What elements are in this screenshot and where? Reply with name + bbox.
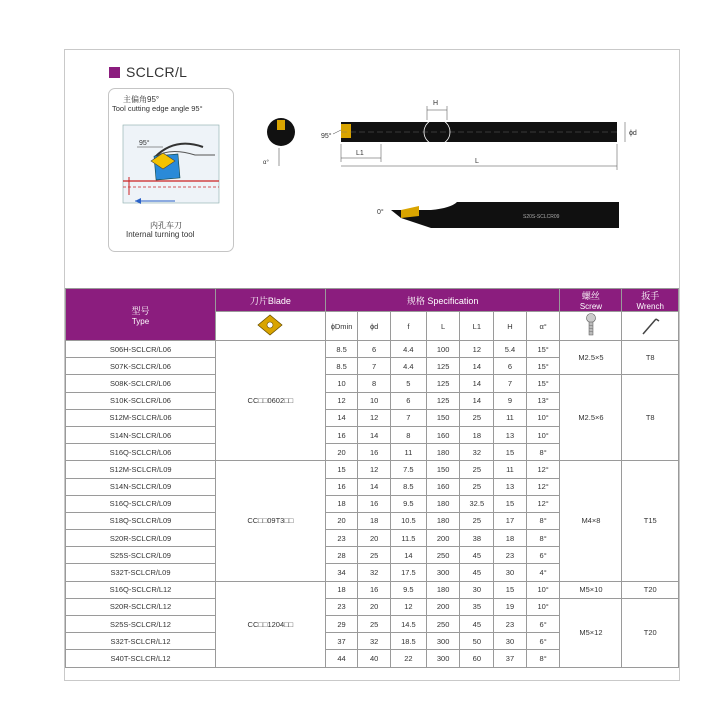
value-cell: 45 bbox=[460, 616, 494, 633]
type-cell: S32T-SCLCR/L12 bbox=[66, 633, 216, 650]
type-header-cn: 型号 bbox=[131, 305, 150, 316]
value-cell: 28 bbox=[325, 547, 358, 564]
table-row bbox=[66, 375, 679, 392]
value-cell: 8 bbox=[358, 375, 391, 392]
value-cell: 14 bbox=[325, 409, 358, 426]
value-cell: 150 bbox=[426, 461, 460, 478]
col-alpha: α° bbox=[526, 312, 560, 341]
type-cell: S25S-SCLCR/L09 bbox=[66, 547, 216, 564]
value-cell: 6° bbox=[526, 633, 560, 650]
value-cell: 4.4 bbox=[390, 358, 426, 375]
wrench-cell: T20 bbox=[622, 598, 679, 667]
value-cell: 20 bbox=[325, 444, 358, 461]
value-cell: 23 bbox=[494, 616, 527, 633]
value-cell: 18 bbox=[325, 495, 358, 512]
value-cell: 23 bbox=[325, 530, 358, 547]
value-cell: 16 bbox=[358, 495, 391, 512]
value-cell: 25 bbox=[460, 409, 494, 426]
value-cell: 6 bbox=[390, 392, 426, 409]
value-cell: 200 bbox=[426, 598, 460, 615]
col-f: f bbox=[390, 312, 426, 341]
title-marker bbox=[109, 67, 120, 78]
value-cell: 50 bbox=[460, 633, 494, 650]
value-cell: 10.5 bbox=[390, 512, 426, 529]
value-cell: 12° bbox=[526, 495, 560, 512]
wrench-icon bbox=[639, 313, 661, 337]
value-cell: 32.5 bbox=[460, 495, 494, 512]
value-cell: 10° bbox=[526, 581, 560, 598]
value-cell: 30 bbox=[460, 581, 494, 598]
value-cell: 25 bbox=[358, 616, 391, 633]
value-cell: 4.4 bbox=[390, 341, 426, 358]
value-cell: 12 bbox=[390, 598, 426, 615]
value-cell: 250 bbox=[426, 616, 460, 633]
value-cell: 15 bbox=[325, 461, 358, 478]
value-cell: 8° bbox=[526, 650, 560, 667]
page-title: SCLCR/L bbox=[126, 64, 188, 80]
type-cell: S07K-SCLCR/L06 bbox=[66, 358, 216, 375]
value-cell: 20 bbox=[325, 512, 358, 529]
value-cell: 6 bbox=[358, 341, 391, 358]
type-cell: S20R-SCLCR/L09 bbox=[66, 530, 216, 547]
value-cell: 7 bbox=[358, 358, 391, 375]
value-cell: 180 bbox=[426, 444, 460, 461]
tool-bar-render bbox=[391, 202, 619, 228]
h-dimension-label: H bbox=[433, 100, 439, 107]
value-cell: 35 bbox=[460, 598, 494, 615]
value-cell: 12 bbox=[358, 461, 391, 478]
value-cell: 125 bbox=[426, 375, 460, 392]
value-cell: 45 bbox=[460, 564, 494, 581]
value-cell: 15 bbox=[494, 581, 527, 598]
value-cell: 45 bbox=[460, 547, 494, 564]
value-cell: 12° bbox=[526, 461, 560, 478]
wrench-header bbox=[622, 289, 679, 312]
internal-turning-illustration bbox=[115, 117, 227, 217]
value-cell: 15 bbox=[494, 495, 527, 512]
type-header-en: Type bbox=[131, 316, 150, 326]
value-cell: 180 bbox=[426, 512, 460, 529]
value-cell: 30 bbox=[494, 564, 527, 581]
value-cell: 8.5 bbox=[325, 358, 358, 375]
value-cell: 18 bbox=[358, 512, 391, 529]
blade-header: 刀片Blade bbox=[215, 289, 325, 312]
table-row bbox=[66, 598, 679, 615]
value-cell: 23 bbox=[494, 547, 527, 564]
value-cell: 8 bbox=[390, 426, 426, 443]
spec-table-wrapper bbox=[65, 288, 679, 668]
value-cell: 5.4 bbox=[494, 341, 527, 358]
value-cell: 14.5 bbox=[390, 616, 426, 633]
wrench-header-en: Wrench bbox=[636, 302, 664, 311]
tool-technical-drawing bbox=[261, 90, 673, 260]
value-cell: 32 bbox=[460, 444, 494, 461]
value-cell: 13 bbox=[494, 426, 527, 443]
type-cell: S40T-SCLCR/L12 bbox=[66, 650, 216, 667]
value-cell: 7 bbox=[390, 409, 426, 426]
value-cell: 10 bbox=[325, 375, 358, 392]
value-cell: 38 bbox=[460, 530, 494, 547]
type-cell: S10K-SCLCR/L06 bbox=[66, 392, 216, 409]
screw-image-cell bbox=[560, 312, 622, 341]
value-cell: 16 bbox=[325, 478, 358, 495]
type-cell: S25S-SCLCR/L12 bbox=[66, 616, 216, 633]
value-cell: 9 bbox=[494, 392, 527, 409]
value-cell: 15° bbox=[526, 375, 560, 392]
type-cell: S18Q-SCLCR/L09 bbox=[66, 512, 216, 529]
value-cell: 15° bbox=[526, 358, 560, 375]
angle-95-label: 95° bbox=[321, 133, 332, 140]
col-l1: L1 bbox=[460, 312, 494, 341]
zero-angle-label: 0° bbox=[377, 209, 384, 216]
value-cell: 22 bbox=[390, 650, 426, 667]
value-cell: 160 bbox=[426, 478, 460, 495]
type-cell: S12M-SCLCR/L06 bbox=[66, 409, 216, 426]
screw-header-cn: 螺丝 bbox=[581, 291, 600, 301]
l1-dimension-label: L1 bbox=[356, 150, 364, 157]
value-cell: 14 bbox=[460, 358, 494, 375]
value-cell: 300 bbox=[426, 564, 460, 581]
value-cell: 125 bbox=[426, 358, 460, 375]
screw-cell: M2.5×5 bbox=[560, 341, 622, 375]
value-cell: 10 bbox=[358, 392, 391, 409]
bar-engraving: S20S-SCLCR09 bbox=[523, 214, 560, 220]
value-cell: 15 bbox=[494, 444, 527, 461]
value-cell: 8° bbox=[526, 444, 560, 461]
value-cell: 6° bbox=[526, 547, 560, 564]
value-cell: 180 bbox=[426, 581, 460, 598]
value-cell: 37 bbox=[325, 633, 358, 650]
l-dimension-label: L bbox=[475, 158, 479, 165]
screw-cell: M4×8 bbox=[560, 461, 622, 581]
screw-icon bbox=[581, 313, 601, 337]
wrench-header-cn: 扳手 bbox=[641, 291, 660, 301]
type-cell: S14N-SCLCR/L09 bbox=[66, 478, 216, 495]
type-cell: S16Q-SCLCR/L12 bbox=[66, 581, 216, 598]
value-cell: 13° bbox=[526, 392, 560, 409]
value-cell: 4° bbox=[526, 564, 560, 581]
value-cell: 32 bbox=[358, 564, 391, 581]
value-cell: 14 bbox=[460, 375, 494, 392]
screw-cell: M5×10 bbox=[560, 581, 622, 598]
value-cell: 12 bbox=[460, 341, 494, 358]
value-cell: 7 bbox=[494, 375, 527, 392]
value-cell: 6° bbox=[526, 616, 560, 633]
value-cell: 18 bbox=[325, 581, 358, 598]
value-cell: 20 bbox=[358, 530, 391, 547]
angle-label-cn: 主偏角95° bbox=[123, 95, 160, 104]
value-cell: 5 bbox=[390, 375, 426, 392]
value-cell: 9.5 bbox=[390, 581, 426, 598]
value-cell: 16 bbox=[325, 426, 358, 443]
value-cell: 23 bbox=[325, 598, 358, 615]
col-h: H bbox=[494, 312, 527, 341]
type-cell: S06H-SCLCR/L06 bbox=[66, 341, 216, 358]
internal-turning-en: Internal turning tool bbox=[126, 230, 195, 239]
title-block bbox=[109, 64, 187, 80]
screw-cell: M2.5×6 bbox=[560, 375, 622, 461]
col-l: L bbox=[426, 312, 460, 341]
type-cell: S12M-SCLCR/L09 bbox=[66, 461, 216, 478]
value-cell: 16 bbox=[358, 581, 391, 598]
value-cell: 200 bbox=[426, 530, 460, 547]
value-cell: 16 bbox=[358, 444, 391, 461]
type-cell: S32T-SCLCR/L09 bbox=[66, 564, 216, 581]
value-cell: 14 bbox=[390, 547, 426, 564]
diameter-d-label: ϕd bbox=[629, 130, 637, 137]
value-cell: 10° bbox=[526, 409, 560, 426]
drawing-section bbox=[65, 50, 679, 288]
value-cell: 25 bbox=[460, 478, 494, 495]
angle-label-en: Tool cutting edge angle 95° bbox=[112, 104, 203, 113]
value-cell: 18.5 bbox=[390, 633, 426, 650]
wrench-cell: T8 bbox=[622, 341, 679, 375]
cutting-angle-diagram bbox=[108, 88, 234, 252]
value-cell: 18 bbox=[460, 426, 494, 443]
value-cell: 8.5 bbox=[325, 341, 358, 358]
value-cell: 37 bbox=[494, 650, 527, 667]
value-cell: 25 bbox=[460, 461, 494, 478]
value-cell: 12° bbox=[526, 478, 560, 495]
value-cell: 11.5 bbox=[390, 530, 426, 547]
value-cell: 250 bbox=[426, 547, 460, 564]
insert-image-cell bbox=[215, 312, 325, 341]
value-cell: 14 bbox=[460, 392, 494, 409]
value-cell: 11 bbox=[494, 461, 527, 478]
value-cell: 40 bbox=[358, 650, 391, 667]
value-cell: 300 bbox=[426, 650, 460, 667]
wrench-image-cell bbox=[622, 312, 679, 341]
diagram-angle-text: 95° bbox=[139, 140, 150, 147]
table-row bbox=[66, 461, 679, 478]
value-cell: 11 bbox=[390, 444, 426, 461]
value-cell: 34 bbox=[325, 564, 358, 581]
value-cell: 8° bbox=[526, 512, 560, 529]
value-cell: 6 bbox=[494, 358, 527, 375]
insert-icon bbox=[256, 314, 284, 336]
type-header bbox=[66, 289, 216, 341]
value-cell: 10° bbox=[526, 598, 560, 615]
col-d: ϕd bbox=[358, 312, 391, 341]
blade-cell: CC□□09T3□□ bbox=[215, 461, 325, 581]
value-cell: 32 bbox=[358, 633, 391, 650]
value-cell: 20 bbox=[358, 598, 391, 615]
screw-cell: M5×12 bbox=[560, 598, 622, 667]
table-row bbox=[66, 341, 679, 358]
value-cell: 9.5 bbox=[390, 495, 426, 512]
value-cell: 8.5 bbox=[390, 478, 426, 495]
alpha-label: α° bbox=[263, 160, 269, 166]
value-cell: 17.5 bbox=[390, 564, 426, 581]
wrench-cell: T20 bbox=[622, 581, 679, 598]
value-cell: 300 bbox=[426, 633, 460, 650]
wrench-cell: T8 bbox=[622, 375, 679, 461]
value-cell: 60 bbox=[460, 650, 494, 667]
wrench-cell: T15 bbox=[622, 461, 679, 581]
value-cell: 18 bbox=[494, 530, 527, 547]
product-spec-card bbox=[64, 49, 680, 681]
value-cell: 125 bbox=[426, 392, 460, 409]
value-cell: 150 bbox=[426, 409, 460, 426]
value-cell: 29 bbox=[325, 616, 358, 633]
value-cell: 12 bbox=[325, 392, 358, 409]
value-cell: 19 bbox=[494, 598, 527, 615]
value-cell: 15° bbox=[526, 341, 560, 358]
screw-header-en: Screw bbox=[579, 302, 603, 311]
type-cell: S14N-SCLCR/L06 bbox=[66, 426, 216, 443]
spec-header: 规格 Specification bbox=[325, 289, 560, 312]
value-cell: 17 bbox=[494, 512, 527, 529]
type-cell: S16Q-SCLCR/L09 bbox=[66, 495, 216, 512]
value-cell: 25 bbox=[358, 547, 391, 564]
col-dmin: ϕDmin bbox=[325, 312, 358, 341]
value-cell: 10° bbox=[526, 426, 560, 443]
value-cell: 14 bbox=[358, 426, 391, 443]
value-cell: 44 bbox=[325, 650, 358, 667]
screw-header bbox=[560, 289, 622, 312]
blade-cell: CC□□1204□□ bbox=[215, 581, 325, 667]
type-cell: S08K-SCLCR/L06 bbox=[66, 375, 216, 392]
value-cell: 100 bbox=[426, 341, 460, 358]
table-row bbox=[66, 581, 679, 598]
value-cell: 25 bbox=[460, 512, 494, 529]
value-cell: 30 bbox=[494, 633, 527, 650]
spec-table bbox=[65, 288, 679, 668]
internal-turning-cn: 内孔车刀 bbox=[150, 221, 182, 230]
value-cell: 12 bbox=[358, 409, 391, 426]
value-cell: 7.5 bbox=[390, 461, 426, 478]
value-cell: 11 bbox=[494, 409, 527, 426]
blade-cell: CC□□0602□□ bbox=[215, 341, 325, 461]
value-cell: 14 bbox=[358, 478, 391, 495]
value-cell: 8° bbox=[526, 530, 560, 547]
type-cell: S16Q-SCLCR/L06 bbox=[66, 444, 216, 461]
value-cell: 180 bbox=[426, 495, 460, 512]
type-cell: S20R-SCLCR/L12 bbox=[66, 598, 216, 615]
value-cell: 160 bbox=[426, 426, 460, 443]
value-cell: 13 bbox=[494, 478, 527, 495]
